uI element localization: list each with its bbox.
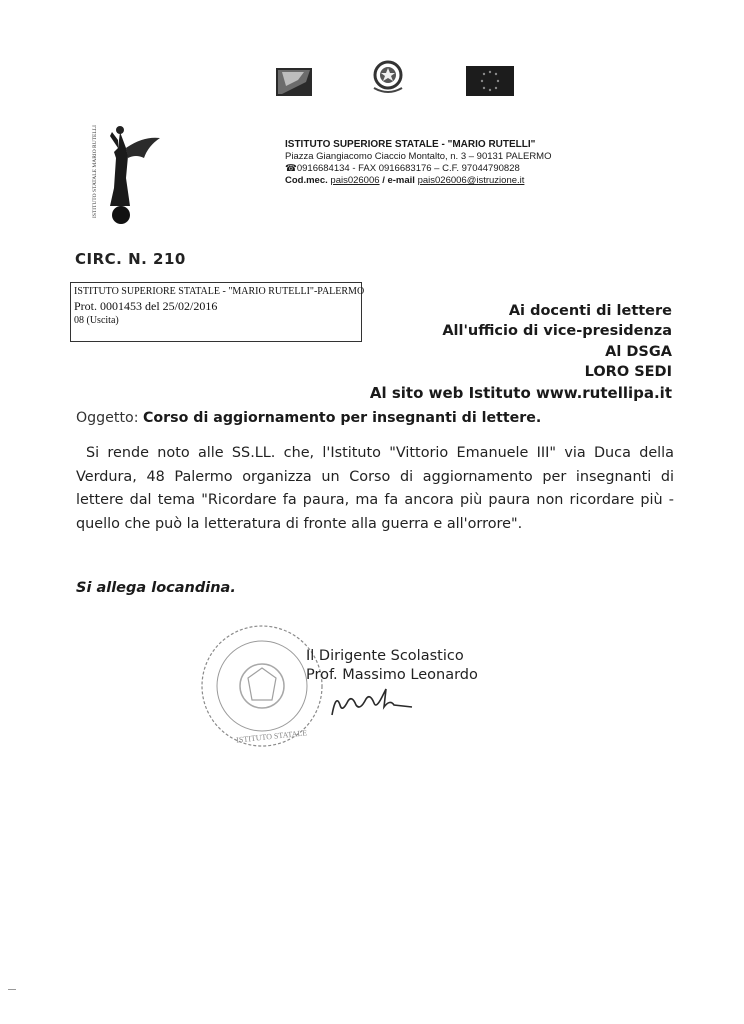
svg-text:ISTITUTO STATALE MARIO RUTELLI: ISTITUTO STATALE MARIO RUTELLI	[92, 125, 98, 218]
protocol-stamp-box	[70, 282, 365, 342]
subject-line	[76, 410, 541, 426]
recipient-loro-sedi: LORO SEDI	[584, 364, 672, 380]
eu-flag-icon	[466, 66, 514, 96]
email-link[interactable]: pais026006@istruzione.it	[417, 175, 525, 186]
protocol-number: Prot. 0001453 del 25/02/2016	[74, 299, 218, 313]
school-seal-stamp	[196, 620, 328, 752]
protocol-institution: ISTITUTO SUPERIORE STATALE - "MARIO RUTELLI"-PALERMO	[74, 286, 365, 297]
body-paragraph: Si rende noto alle SS.LL. che, l'Istituto "Vittorio Emanuele III" via Duca della Verdura, 48 Palermo organizza un Corso di aggiornamento per insegnanti di lettere dal tema "Ricordare fa paura, ma fa ancora più paura non ricordare più - quello che può la letteratura di fronte alla guerra e all'orrore".	[76, 445, 674, 532]
recipient-website: Al sito web Istituto www.rutellipa.it	[369, 384, 672, 402]
subject-label: Oggetto:	[76, 410, 139, 426]
svg-text:ISTITUTO STATALE: ISTITUTO STATALE	[235, 728, 308, 745]
subject-text: Corso di aggiornamento per insegnanti di lettere.	[143, 410, 542, 426]
winged-victory-logo-icon	[88, 118, 168, 226]
attachment-note: Si allega locandina.	[76, 580, 236, 596]
recipient-dsga: Al DSGA	[605, 344, 672, 360]
circular-number: CIRC. N. 210	[75, 250, 186, 268]
email-label: / e-mail	[382, 175, 415, 186]
recipient-docenti: Ai docenti di lettere	[508, 303, 672, 319]
school-codes	[285, 175, 524, 187]
school-name: ISTITUTO SUPERIORE STATALE - "MARIO RUTELLI"	[285, 139, 536, 150]
cod-mec-value: pais026006	[330, 175, 380, 186]
signatory-title: Il Dirigente Scolastico	[306, 648, 464, 664]
scan-margin-mark	[8, 989, 16, 990]
region-emblem-icon	[276, 68, 312, 96]
signatory-name: Prof. Massimo Leonardo	[306, 667, 478, 683]
school-address: Piazza Giangiacomo Ciaccio Montalto, n. 3 – 90131 PALERMO	[285, 151, 552, 162]
phone-icon: ☎	[285, 163, 297, 174]
protocol-type: 08 (Uscita)	[74, 315, 119, 326]
recipient-vice-presidenza: All'ufficio di vice-presidenza	[442, 323, 672, 339]
school-phone-line	[285, 163, 520, 175]
handwritten-signature	[330, 685, 414, 719]
phone-fax-cf: 0916684134 - FAX 0916683176 – C.F. 97044790828	[296, 163, 520, 174]
italian-republic-emblem-icon	[368, 58, 408, 98]
cod-label: Cod.mec.	[285, 175, 328, 186]
